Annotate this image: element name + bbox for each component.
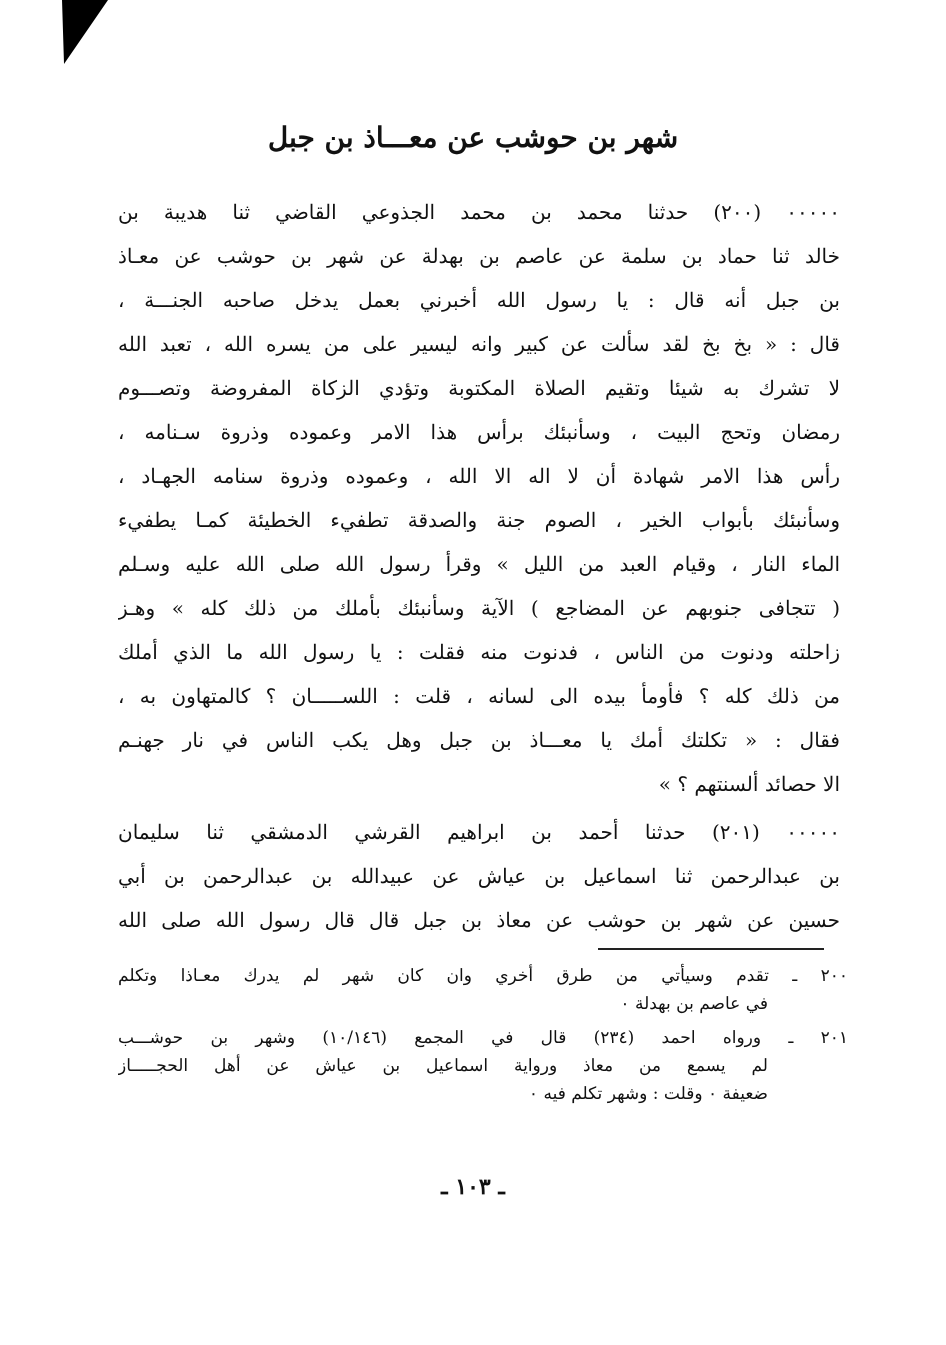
- text-line: رأس هذا الامر شهادة أن لا اله الا الله ، وعموده وذروة سنامه الجهـاد ،: [118, 464, 840, 488]
- footnote-200-continuation: في عاصم بن بهدلة ٠: [620, 994, 768, 1014]
- text-line: حسين عن شهر بن حوشب عن معاذ بن جبل قال قال رسول الله صلى الله: [118, 908, 840, 932]
- text-line: وسأنبئك بأبواب الخير ، الصوم جنة والصدقة تطفيء الخطيئة كمـا يطفيء: [118, 508, 840, 532]
- footnote-separator: [598, 948, 824, 950]
- text-line: فقال : « تكلتك أمك يا معـــاذ بن جبل وهل يكب الناس في نار جهنـم: [118, 728, 840, 752]
- footnote-201-continuation: لم يسمع من معاذ ورواية اسماعيل بن عياش عن أهل الحجـــــاز: [118, 1056, 768, 1076]
- page-corner-mark: [0, 0, 110, 70]
- page-number: ـ ١٠٣ ـ: [441, 1174, 505, 1200]
- text-line: بن جبل أنه قال : يا رسول الله أخبرني بعمل يدخل صاحبه الجنـــة ،: [118, 288, 840, 312]
- text-line: ٠٠٠٠٠ (٢٠١) حدثنا أحمد بن ابراهيم القرشي الدمشقي ثنا سليمان: [118, 820, 840, 844]
- text-line: الا حصائد ألسنتهم ؟ »: [658, 772, 840, 796]
- text-line: خالد ثنا حماد بن سلمة عن عاصم بن بهدلة عن شهر بن حوشب عن معـاذ: [118, 244, 840, 268]
- text-line: بن عبدالرحمن ثنا اسماعيل بن عياش عن عبيدالله بن عبدالرحمن بن أبي: [118, 864, 840, 888]
- text-line: ( تتجافى جنوبهم عن المضاجع ) الآية وسأنبئك بأملك من ذلك كله » وهـز: [118, 596, 840, 620]
- page-title: شهر بن حوشب عن معـــاذ بن جبل: [267, 121, 679, 154]
- text-line: قال : « بخ بخ لقد سألت عن كبير وانه ليسير على من يسره الله ، تعبد الله: [118, 332, 840, 356]
- footnote-200: ٢٠٠ ـ تقدم وسيأتي من طرق أخري وان كان شهر لم يدرك معـاذا وتكلم: [118, 966, 848, 986]
- footnote-201-continuation: ضعيفة ٠ وقلت : وشهر تكلم فيه ٠: [528, 1084, 768, 1104]
- hadith-200-paragraph: [118, 190, 840, 810]
- hadith-201-paragraph: [118, 800, 840, 940]
- footnote-201: ٢٠١ ـ ورواه احمد (٢٣٤) قال في المجمع (١٠/١٤٦) وشهر بن حوشـــب: [118, 1028, 848, 1048]
- text-line: من ذلك كله ؟ فأومأ بيده الى لسانه ، قلت : اللســـــان ؟ كالمتهاون به ،: [118, 684, 840, 708]
- text-line: ٠٠٠٠٠ (٢٠٠) حدثنا محمد بن محمد الجذوعي القاضي ثنا هديبة بن: [118, 200, 840, 224]
- text-line: زاحلته ودنوت من الناس ، فدنوت منه فقلت : يا رسول الله ما الذي أملك: [118, 640, 840, 664]
- text-line: لا تشرك به شيئا وتقيم الصلاة المكتوبة وتؤدي الزكاة المفروضة وتصـــوم: [118, 376, 840, 400]
- text-line: الماء النار ، وقيام العبد من الليل » وقرأ رسول الله صلى الله عليه وسـلم: [118, 552, 840, 576]
- text-line: رمضان وتحج البيت ، وسأنبئك برأس هذا الامر وعموده وذروة سـنامه ،: [118, 420, 840, 444]
